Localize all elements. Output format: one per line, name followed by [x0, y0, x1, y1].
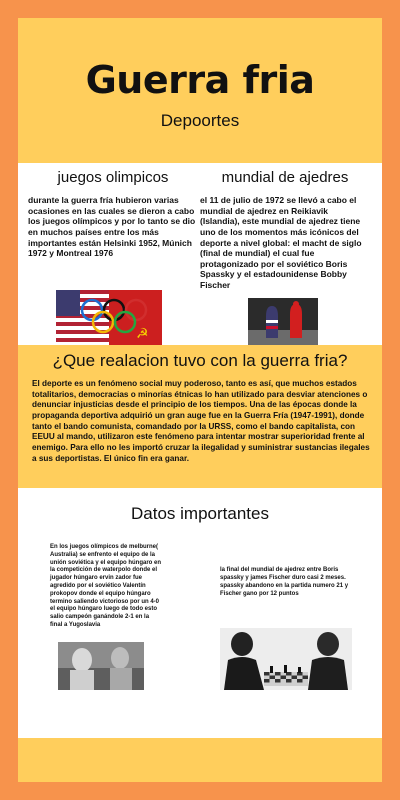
waterpolo-photo [58, 642, 144, 690]
facts-section [18, 488, 382, 738]
chess-flags-image [248, 298, 318, 345]
footer-panel [18, 738, 382, 782]
chess-heading: mundial de ajedres [221, 169, 349, 186]
waterpolo-fact-text: En los juegos olímpicos de melburne( Australia) se enfrento el equipo de la unión soviética y el equipo húngaro en la competición de waterpolo donde el jugador húngaro ervin zador fue agredido por el soviético Valentín prokopov donde el equipo húngaro termino saliendo victorioso por un 4-0 el equipo húngaro luego de todo esto salio campeón ganándole 2-1 en la final a Yugoslavia [50, 544, 162, 628]
events-section [18, 163, 382, 345]
olympics-heading: juegos olimpicos [57, 169, 169, 186]
chess-text: el 11 de julio de 1972 se llevó a cabo el mundial de ajedrez en Reikiavik (Islandia), este mundial de ajedrez tiene uno de los momentos más icónicos del deporte a nivel global: el macht de siglo (final de mundial) el cual fue protagonizado por el soviético Boris Spassky y el estadounidense Bobby Fischer [200, 195, 362, 290]
facts-heading: Datos importantes [131, 504, 269, 523]
olympics-text: durante la guerra fría hubieron varias ocasiones en las cuales se dieron a cabo los juegos olímpicos y por lo tanto se dio en muchos países entre los más importantes están Helsinki 1952, Múnich 1972 y Montreal 1976 [28, 195, 196, 259]
header-panel [18, 18, 382, 163]
svg-text:☭: ☭ [136, 326, 149, 342]
chess-fact-text: la final del mundial de ajedrez entre Boris spassky y james Fischer duro casi 2 meses. spassky abandono en la partida numero 21 y Fischer gano por 12 puntos [220, 567, 349, 598]
olympics-column [28, 163, 198, 259]
chess-column [200, 163, 370, 291]
relation-text: El deporte es un fenómeno social muy poderoso, tanto es así, que muchos estados totalitarios, democracias o minorías étnicas lo han utilizado para desviar atenciones o denunciar injusticias desde el principio de los tiempos. Una de las épocas donde la propaganda deportiva adquirió un gran auge fue en la Guerra Fría (1947-1991), donde tanto el bando comunista, comandado por la URSS, como el bando capitalista, con EEUU al mando, utilizaron este fenómeno para intentar mostrar superioridad frente al enemigo. Para ello no les importó cruzar la ilegalidad y suministrar sustancias ilegales a sus deportistas. El único fin era ganar. [32, 379, 370, 463]
page-subtitle: Depoortes [160, 111, 240, 130]
page-title: Guerra fria [85, 58, 315, 102]
relation-section [18, 345, 382, 488]
chess-players-photo [220, 628, 352, 690]
olympic-rings-flags-image [56, 290, 162, 345]
relation-heading: ¿Que realacion tuvo con la guerra fria? [52, 351, 348, 370]
